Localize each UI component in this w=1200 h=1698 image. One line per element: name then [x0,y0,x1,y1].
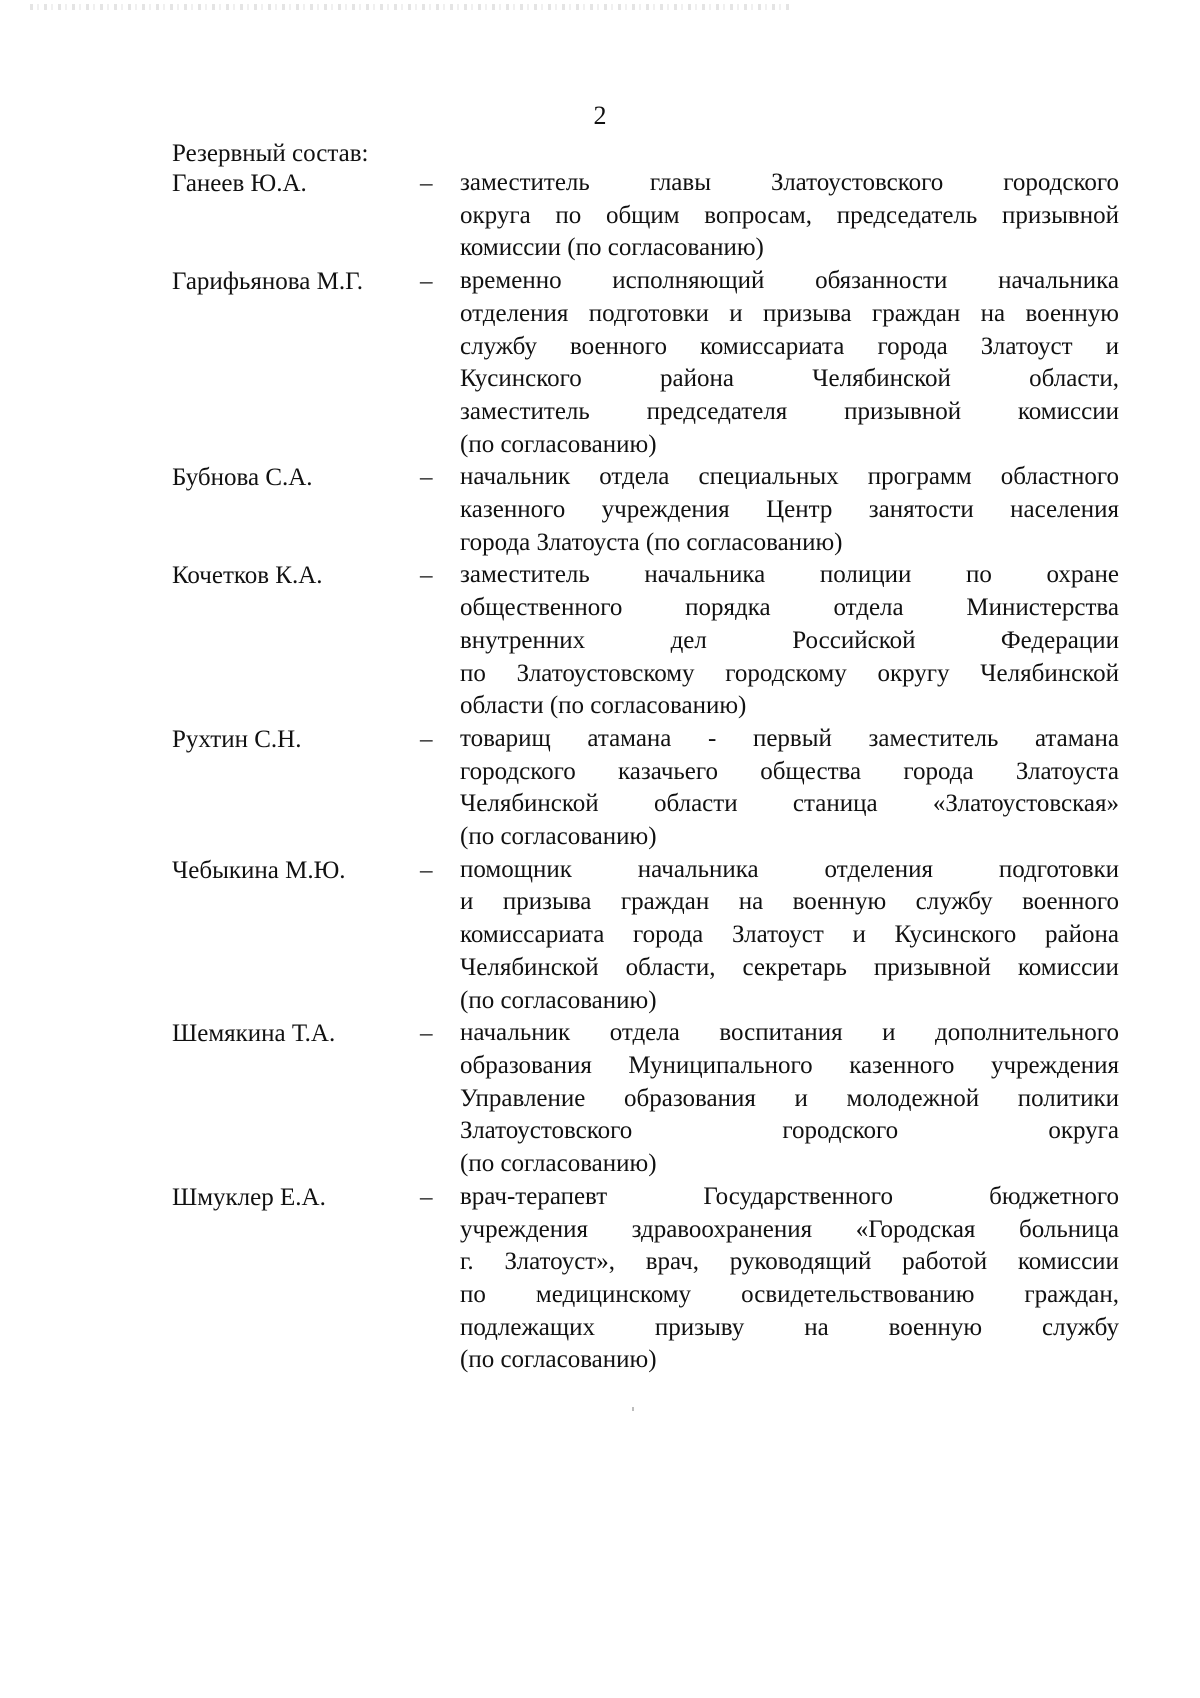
member-name: Чебыкина М.Ю. [172,856,346,884]
role-word: Российской [792,626,916,654]
role-line [460,494,1119,527]
role-word: городского [1003,169,1119,196]
member-name: Шемякина Т.А. [172,1020,336,1048]
member-name: Гарифьянова М.Г. [172,268,363,296]
role-word: комиссии [1017,1248,1119,1276]
role-line [460,690,1119,723]
role-word: Златоуст», [504,1248,615,1276]
role-word: работой [902,1248,988,1276]
member-row [172,461,1122,559]
member-row [172,559,1122,723]
member-dash: – [420,170,433,197]
member-dash: – [420,562,433,590]
role-word: по [966,561,992,589]
role-word: службу [1042,1313,1119,1341]
role-word: больница [1018,1215,1119,1243]
role-line [460,232,1119,265]
role-word: по [460,1280,486,1308]
role-word: Кусинского [894,921,1017,949]
role-word: председатель [836,201,978,229]
role-word: занятости [868,496,974,524]
member-dash: – [420,1020,433,1048]
role-word: военного [570,332,667,360]
role-word: службу [460,332,537,360]
role-word: города [633,921,704,949]
role-word: политики [1017,1084,1119,1112]
role-word: медицинскому [535,1280,692,1308]
page-number: 2 [593,101,607,130]
role-word: комиссариата [460,921,605,949]
role-word: (по согласованию) [460,823,657,851]
member-role [460,723,1119,854]
role-line [460,461,1119,494]
role-line [460,265,1119,298]
role-word: атамана [1034,724,1119,752]
member-row [172,723,1122,854]
role-word: образования [624,1084,756,1112]
role-word: Златоустовского [460,1117,633,1145]
role-word: программ [867,463,972,491]
role-word: воспитания [719,1019,843,1047]
role-line [460,723,1119,756]
role-word: района [660,365,734,393]
role-word: Златоустовского [771,169,944,196]
member-name: Ганеев Ю.А. [172,170,307,197]
role-line [460,1017,1119,1050]
role-word: военную [792,888,887,916]
role-word: подготовки [998,855,1119,883]
role-word: станица [792,790,878,818]
role-line [460,1050,1119,1083]
role-word: главы [649,169,711,196]
role-word: первый [752,724,832,752]
role-word: и [794,1084,808,1112]
role-word: и [1105,332,1119,360]
role-line [460,788,1119,821]
role-line [460,1312,1119,1345]
role-word: и [852,921,866,949]
role-line [460,429,1119,462]
role-word: исполняющий [612,267,765,295]
role-word: учреждения [601,496,730,524]
role-word: комиссариата [700,332,845,360]
member-dash: – [420,464,433,492]
role-word: общества [760,757,862,785]
role-word: начальника [637,855,759,883]
role-word: начальник [460,1019,571,1047]
role-word: начальник [460,463,571,491]
role-word: общественного [460,594,623,622]
role-word: призыва [763,299,852,327]
role-word: города [877,332,948,360]
role-word: района [1044,921,1119,949]
role-word: врач-терапевт [460,1182,608,1210]
role-word: области [654,790,738,818]
role-word: населения [1010,496,1119,524]
section-heading: Резервный состав: [172,140,369,167]
role-word: Кусинского [460,365,582,393]
role-word: призыва [502,888,592,916]
role-word: председателя [646,397,788,425]
member-row [172,167,1122,265]
member-role [460,167,1119,265]
role-word: Челябинской [460,790,599,818]
role-word: Челябинской [812,365,951,393]
member-role [460,559,1119,723]
role-line [460,1344,1119,1377]
role-word: внутренних [460,626,586,654]
role-word: заместитель [460,397,590,425]
role-word: Челябинской [980,659,1119,687]
role-word: дополнительного [935,1019,1119,1047]
member-row [172,265,1122,461]
role-word: отделения [460,299,569,327]
role-word: округа [460,201,531,229]
role-word: граждан [871,299,961,327]
role-word: по [555,201,582,229]
role-word: товарищ [460,724,551,752]
role-word: заместитель [460,169,590,196]
role-line [460,886,1119,919]
role-line [460,821,1119,854]
role-word: учреждения [460,1215,589,1243]
role-word: области, [625,953,716,981]
role-word: образования [460,1051,592,1079]
role-word: руководящий [729,1248,872,1276]
role-line [460,854,1119,887]
role-word: граждан [620,888,710,916]
scan-speck [632,1407,634,1411]
role-line [460,1246,1119,1279]
member-name: Кочетков К.А. [172,562,323,590]
role-word: отдела [833,594,904,622]
role-line [460,396,1119,429]
role-line [460,363,1119,396]
role-word: Федерации [1000,626,1119,654]
member-dash: – [420,1183,433,1211]
role-word: комиссии [1017,953,1119,981]
member-name: Шмуклер Е.А. [172,1183,326,1211]
role-word: областного [1000,463,1119,491]
role-word: граждан, [1024,1280,1119,1308]
role-word: комиссии [1017,397,1119,425]
member-row [172,1181,1122,1377]
member-role [460,1017,1119,1181]
role-word: «Городская [855,1215,976,1243]
role-line [460,1214,1119,1247]
role-word: казенного [460,496,566,524]
role-word: «Златоустовская» [932,790,1119,818]
role-word: Государственного [703,1182,893,1210]
role-word: заместитель [460,561,590,589]
role-word: призывной [844,397,962,425]
role-word: отдела [599,463,670,491]
role-word: вопросам, [704,201,812,229]
role-word: (по согласованию) [460,430,657,458]
role-word: молодежной [846,1084,980,1112]
role-word: врач, [645,1248,699,1276]
role-word: на [804,1313,829,1341]
role-word: Златоуста [1015,757,1119,785]
role-word: полиции [819,561,912,589]
role-word: начальника [644,561,766,589]
role-word: атамана [587,724,672,752]
member-name: Бубнова С.А. [172,464,313,492]
role-word: Центр [766,496,833,524]
role-word: городскому [725,659,847,687]
role-line [460,658,1119,691]
role-word: и [882,1019,896,1047]
role-word: заместитель [868,724,999,752]
role-word: г. [460,1248,474,1276]
member-dash: – [420,856,433,884]
role-word: Челябинской [460,953,599,981]
role-line [460,1148,1119,1181]
role-line [460,756,1119,789]
role-word: Министерства [966,594,1119,622]
role-word: здравоохранения [631,1215,813,1243]
role-word: общим [605,201,680,229]
role-word: казачьего [618,757,719,785]
role-word: и [729,299,743,327]
role-word: призывной [873,953,991,981]
role-word: на [738,888,764,916]
member-role [460,854,1119,1018]
role-word: (по согласованию) [460,986,657,1014]
role-line [460,200,1119,233]
role-word: - [708,724,717,752]
member-name: Рухтин С.Н. [172,725,302,753]
role-line [460,298,1119,331]
role-line [460,331,1119,364]
role-word: Муниципального [628,1051,813,1079]
role-word: Златоуст [731,921,824,949]
role-word: военного [1022,888,1119,916]
role-word: Управление [460,1084,586,1112]
role-word: области, [1029,365,1119,393]
role-word: Златоустовскому [516,659,695,687]
role-line [460,1115,1119,1148]
role-word: городского [460,757,576,785]
role-line [460,592,1119,625]
role-word: обязанности [815,267,948,295]
role-line [460,919,1119,952]
role-word: на [980,299,1006,327]
role-line [460,1181,1119,1214]
role-word: военную [888,1313,983,1341]
role-word: учреждения [990,1051,1119,1079]
role-line [460,1279,1119,1312]
member-dash: – [420,725,433,753]
member-row [172,854,1122,1018]
role-word: области (по согласованию) [460,692,747,720]
role-line [460,625,1119,658]
role-word: помощник [460,855,572,883]
role-word: призыву [654,1313,745,1341]
members-list [172,167,1122,1377]
role-line [460,985,1119,1018]
role-word: отдела [609,1019,680,1047]
role-word: дел [670,626,707,654]
role-line [460,167,1119,200]
member-dash: – [420,268,433,296]
role-word: охране [1046,561,1119,589]
role-word: по [460,659,486,687]
role-word: казенного [849,1051,955,1079]
role-word: военную [1025,299,1119,327]
member-role [460,1181,1119,1377]
role-word: (по согласованию) [460,1150,657,1178]
role-word: подлежащих [460,1313,595,1341]
role-word: округа [1048,1117,1119,1145]
role-word: временно [460,267,562,295]
member-role [460,265,1119,461]
role-word: порядка [685,594,771,622]
role-line [460,559,1119,592]
member-row [172,1017,1122,1181]
member-role [460,461,1119,559]
role-word: Златоуст [980,332,1073,360]
role-word: округу [877,659,950,687]
role-word: городского [782,1117,899,1145]
role-word: и [460,888,474,916]
role-line [460,527,1119,560]
role-word: освидетельствованию [741,1280,975,1308]
role-word: подготовки [588,299,709,327]
role-word: начальника [998,267,1119,295]
role-word: специальных [698,463,839,491]
role-line [460,952,1119,985]
role-word: города [903,757,974,785]
role-word: службу [915,888,993,916]
role-word: отделения [824,855,933,883]
role-line [460,1083,1119,1116]
role-word: комиссии (по согласованию) [460,234,764,262]
role-word: города Златоуста (по согласованию) [460,528,843,556]
role-word: секретарь [742,953,847,981]
role-word: бюджетного [989,1182,1119,1210]
scan-noise [30,4,790,10]
role-word: (по согласованию) [460,1346,657,1374]
role-word: призывной [1001,201,1119,229]
